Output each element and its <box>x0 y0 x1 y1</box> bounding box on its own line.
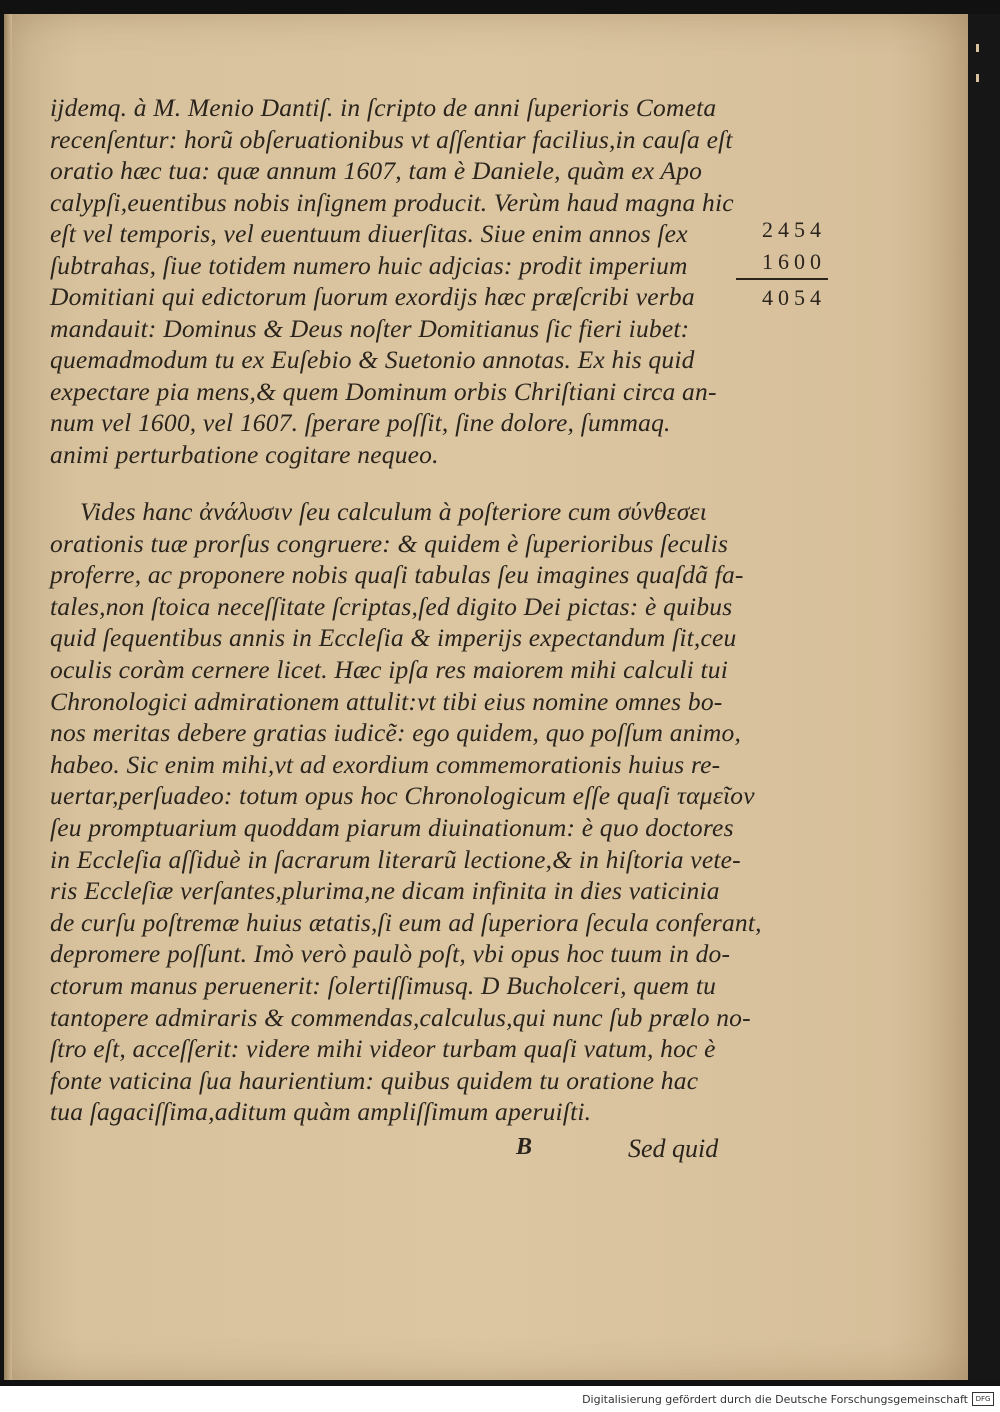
scan-margin <box>968 14 1000 1380</box>
text-line: recenſentur: horũ obſeruationibus vt aſſentiar facilius,in cauſa eſt <box>50 124 733 154</box>
scan-notch <box>976 74 979 82</box>
text-line: proferre, ac proponere nobis quaſi tabulas ſeu imagines quaſdã fa- <box>50 560 744 590</box>
text-line: fonte vaticina ſua haurientium: quibus quidem tu oratione hac <box>50 1065 699 1095</box>
paragraph-2 <box>50 496 762 1128</box>
calc-rule <box>736 278 828 280</box>
text-line: Vides hanc ἀνάλυσιν ſeu calculum à poſteriore cum σύνθεσει <box>80 497 708 526</box>
text-line: Domitiani qui edictorum ſuorum exordijs hæc præſcribi verba <box>50 282 695 311</box>
text-line: animi perturbatione cogitare nequeo. <box>50 439 439 469</box>
calc-value-4054: 4054 <box>762 285 826 310</box>
text-line: nos meritas debere gratias iudicẽ: ego quidem, quo poſſum animo, <box>50 718 742 748</box>
text-line: eſt vel temporis, vel euentuum diuerſitas. Siue enim annos ſex <box>50 219 688 248</box>
text-line: ſtro eſt, acceſſerit: videre mihi videor turbam quaſi vatum, hoc è <box>50 1034 716 1064</box>
text-line: ctorum manus peruenerit: ſolertiſſimusq. D Bucholceri, quem tu <box>50 970 717 1000</box>
text-line: orationis tuæ prorſus congruere: & quidem è ſuperioribus ſeculis <box>50 528 729 558</box>
margin-calculation <box>736 214 826 314</box>
text-line: in Eccleſia aſſiduè in ſacrarum literarũ lectione,& in hiſtoria vete- <box>50 844 741 874</box>
text-line: oculis coràm cernere licet. Hæc ipſa res maiorem mihi calculi tui <box>50 654 728 684</box>
text-line: ris Eccleſiæ verſantes,plurima,ne dicam infinita in dies vaticinia <box>50 876 720 906</box>
page-edge <box>4 14 12 1380</box>
footer-credit: Digitalisierung gefördert durch die Deutsche Forschungsgemeinschaft <box>582 1392 968 1406</box>
dfg-logo-icon: DFG <box>972 1392 994 1406</box>
scan-notch <box>976 44 979 52</box>
signature-mark: B <box>516 1134 533 1160</box>
text-line: ijdemq. à M. Menio Dantiſ. in ſcripto de anni ſuperioris Cometa <box>50 93 717 122</box>
text-line: tantopere admiraris & commendas,calculus,qui nunc ſub prælo no- <box>50 1002 751 1032</box>
text-line: Chronologici admirationem attulit:vt tibi eius nomine omnes bo- <box>50 686 723 716</box>
footer-bar <box>0 1386 1000 1412</box>
text-line: ſeu promptuarium quoddam piarum diuinationum: è quo doctores <box>50 812 734 842</box>
text-line: ſubtrahas, ſiue totidem numero huic adjcias: prodit imperium <box>50 250 688 280</box>
text-line: num vel 1600, vel 1607. ſperare poſſit, ſine dolore, ſummaq. <box>50 408 671 437</box>
catchword: Sed quid <box>628 1134 719 1163</box>
text-line: tua ſagaciſſima,aditum quàm ampliſſimum aperuiſti. <box>50 1097 592 1127</box>
calc-value-1600: 1600 <box>762 249 826 274</box>
text-line: habeo. Sic enim mihi,vt ad exordium commemorationis huius re- <box>50 749 721 779</box>
text-line: expectare pia mens,& quem Dominum orbis Chriſtiani circa an- <box>50 376 717 406</box>
text-line: mandauit: Dominus & Deus noſter Domitianus ſic fieri iubet: <box>50 313 690 343</box>
text-line: quid ſequentibus annis in Eccleſia & imperijs expectandum ſit,ceu <box>50 623 737 653</box>
calc-value-2454: 2454 <box>762 217 826 242</box>
text-line: depromere poſſunt. Imò verò paulò poſt, vbi opus hoc tuum in do- <box>50 939 731 969</box>
text-line: quemadmodum tu ex Euſebio & Suetonio annotas. Ex his quid <box>50 345 695 374</box>
paragraph-1 <box>50 92 734 470</box>
text-line: oratio hæc tua: quæ annum 1607, tam è Daniele, quàm ex Apo <box>50 156 703 185</box>
text-line: de curſu poſtremæ huius ætatis,ſi eum ad ſuperiora ſecula conferant, <box>50 907 762 937</box>
text-line: tales,non ſtoica neceſſitate ſcriptas,ſed digito Dei pictas: è quibus <box>50 591 733 621</box>
text-line: calypſi,euentibus nobis inſignem producit. Verùm haud magna hic <box>50 187 734 217</box>
text-line: uertar,perſuadeo: totum opus hoc Chronologicum eſſe quaſi ταμεῖον <box>50 781 755 811</box>
